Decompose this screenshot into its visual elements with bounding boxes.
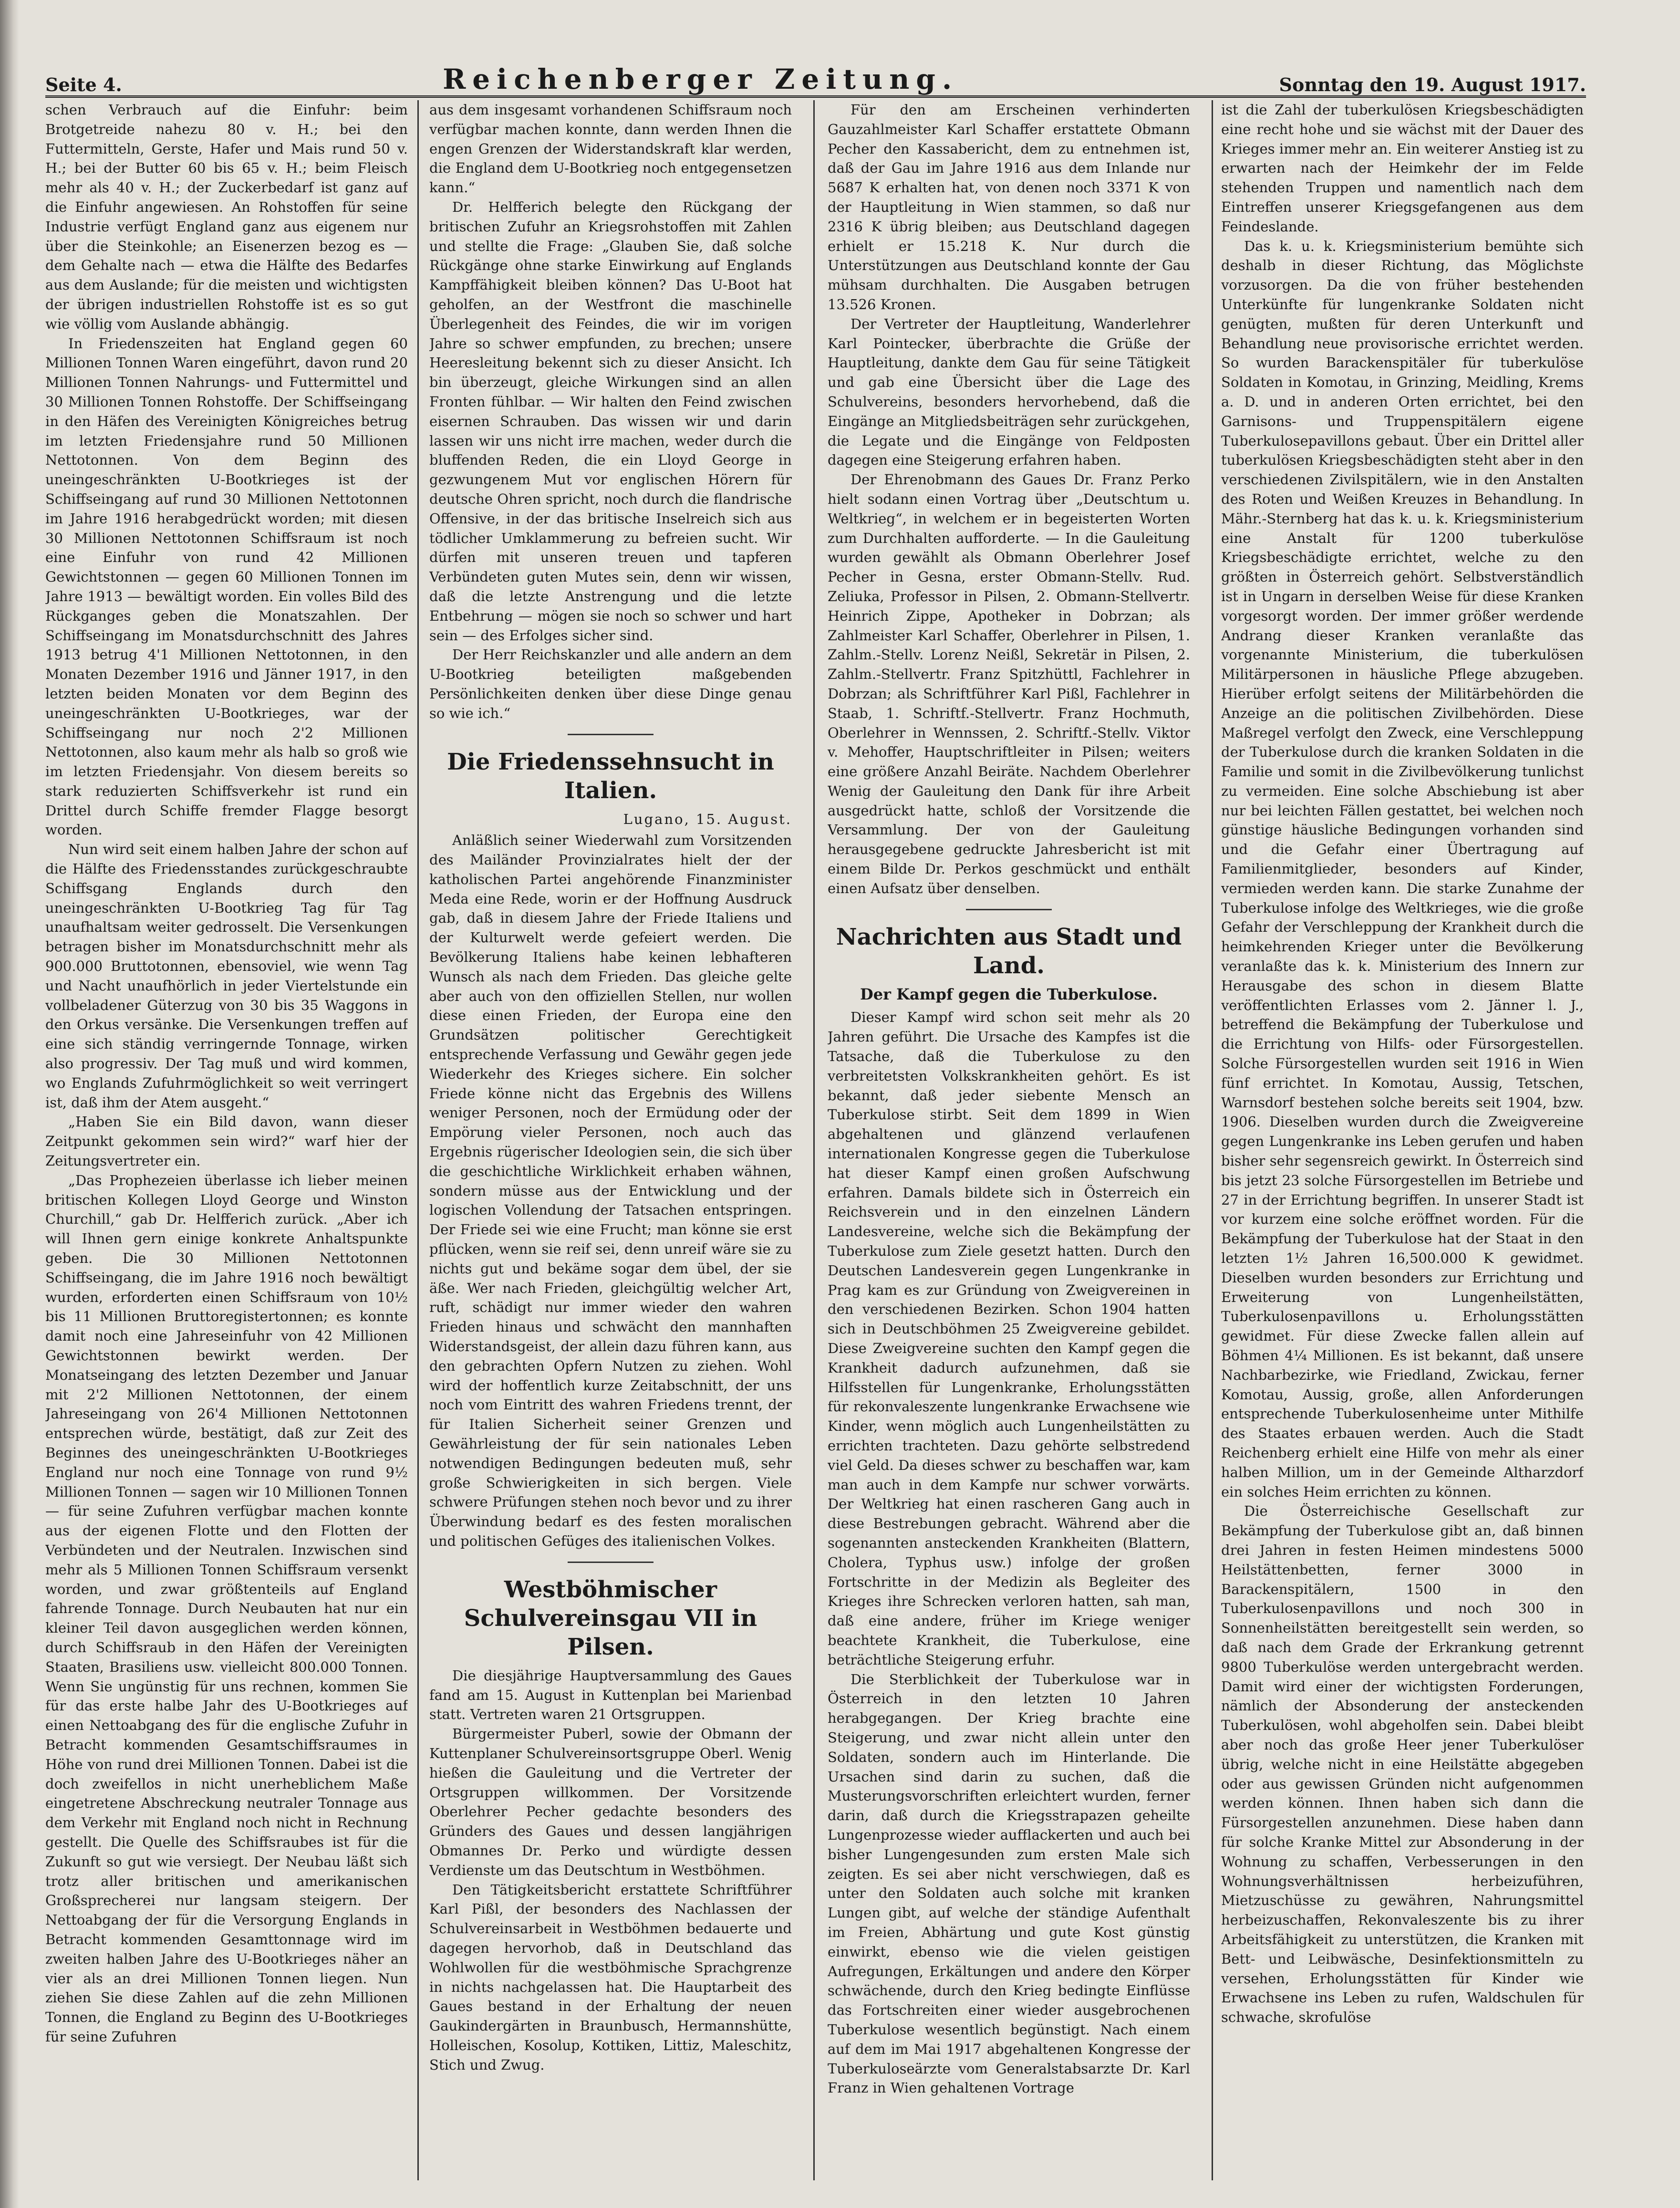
issue-date: Sonntag den 19. August 1917.	[1279, 74, 1586, 95]
newspaper-title: Reichenberger Zeitung.	[443, 63, 959, 95]
paragraph: „Haben Sie ein Bild davon, wann dieser Zeitpunkt gekommen sein wird?“ warf hier der Zeitungsvertreter ein.	[45, 1114, 408, 1169]
column-4	[1221, 100, 1584, 2180]
article-headline: Westböhmischer Schulvereinsgau VII in Pilsen.	[464, 1576, 757, 1660]
column-rule	[813, 100, 815, 2180]
paragraph: Das k. u. k. Kriegsministerium bemühte sich deshalb in dieser Richtung, das Möglichste vorzusorgen. Da die von früher bestehenden Unterkünfte für lungenkranke Soldaten nicht genügten, mußten für deren Unterkunft und Behandlung neue provisorische errichtet werden. So wurden Barackenspitäler für tuberkulöse Soldaten in Komotau, in Grinzing, Meidling, Krems a. D. und in anderen Orten errichtet, bei den Garnisons- und Truppenspitälern eigene Tuberkulosepavillons gebaut. Über ein Drittel aller tuberkulösen Kriegsbeschädigten steht aber in den verschiedenen Zivilspitälern, wie in den Anstalten des Roten und Weißen Kreuzes in Behandlung. In Mähr.-Sternberg hat das k. u. k. Kriegsministerium eine Anstalt für 1200 tuberkulöse Kriegsbeschädigte errichtet, welche zu den größten in Österreich gehört. Selbstverständlich ist in Ungarn in derselben Weise für diese Kranken vorgesorgt worden. Der immer größer werdende Andrang dieser Kranken veranlaßte das vorgenannte Ministerium, die tuberkulösen Militärpersonen in häusliche Pflege abzugeben. Hierüber erfolgt seitens der Militärbehörden die Anzeige an die politischen Zivilbehörden. Diese Maßregel verfolgt den Zweck, eine Verschleppung der Tuberkulose durch die kranken Soldaten in die Familie und somit in die Zivilbevölkerung tunlichst zu vermeiden. Eine solche Abschiebung ist aber nur bei leichten Fällen gestattet, bei welchen noch günstige häusliche Bedingungen vorhanden sind und die Gefahr einer Übertragung auf Familienmitglieder, besonders auf Kinder, vermieden werden kann. Die starke Zunahme der Tuberkulose infolge des Weltkrieges, wie die große Gefahr der Verschleppung der Krankheit durch die heimkehrenden Krieger unter die Bevölkerung veranlaßte das k. k. Ministerium des Innern zur Herausgabe des schon in diesem Blatte veröffentlichten Erlasses vom 2. Jänner l. J., betreffend die Bekämpfung der Tuberkulose und die Errichtung von Hilfs- oder Fürsorgestellen. Solche Fürsorgestellen wurden seit 1916 in Wien fünf errichtet. In Komotau, Aussig, Tetschen, Warnsdorf bestehen solche bereits seit 1904, bzw. 1906. Dieselben wurden durch die Zweigvereine gegen Lungenkranke ins Leben gerufen und haben bisher sehr segensreich gewirkt. In Österreich sind bis jetzt 23 solche Fürsorgestellen im Betriebe und 27 in der Errichtung begriffen. In unserer Stadt ist vor kurzem eine solche eröffnet worden. Für die Bekämpfung der Tuberkulose hat der Staat in den letzten 1½ Jahren 16,500.000 K gewidmet. Dieselben wurden besonders zur Errichtung und Erweiterung von Lungenheilstätten, Tuberkulosenpavillons u. Erholungsstätten gewidmet. Für diese Zwecke fallen allein auf Böhmen 4¼ Millionen. Es ist bekannt, daß unsere Nachbarbezirke, wie Friedland, Zwickau, ferner Komotau, Aussig, große, allen Anforderungen entsprechende Tuberkulosenheime unter Mithilfe des Staates erbauen werden. Auch die Stadt Reichenberg erhielt eine Hilfe von mehr als einer halben Million, um in der Gemeinde Altharzdorf ein solches Heim errichten zu können.	[1221, 238, 1584, 1500]
paragraph: Bürgermeister Puberl, sowie der Obmann der Kuttenplaner Schulvereinsortsgruppe Oberl. Wenig hießen die Gauleitung und die Vertreter der Ortsgruppen willkommen. Der Vorsitzende Oberlehrer Pecher gedachte besonders des Gründers des Gaues und dessen langjährigen Obmannes Dr. Perko und würdigte dessen Verdienste um das Deutschtum in Westböhmen.	[429, 1726, 792, 1878]
column-rule	[417, 100, 419, 2180]
article-headline: Die Friedenssehnsucht in Italien.	[447, 748, 774, 804]
article-subheadline: Der Kampf gegen die Tuberkulose.	[860, 985, 1158, 1003]
article-headline: Nachrichten aus Stadt und Land.	[836, 923, 1182, 979]
paragraph: Die diesjährige Hauptversammlung des Gaues fand am 15. August in Kuttenplan bei Marienbad statt. Vertreten waren 21 Ortsgruppen.	[429, 1667, 792, 1723]
paragraph: Dr. Helfferich belegte den Rückgang der britischen Zufuhr an Kriegsrohstoffen mit Zahlen und stellte die Frage: „Glauben Sie, daß solche Rückgänge ohne starke Einwirkung auf Englands Kampffähigkeit bleiben können? Das U-Boot hat geholfen, an der Westfront die maschinelle Überlegenheit des Feindes, die wir im vorigen Jahre so schwer empfunden, zu brechen; unsere Heeresleitung bekennt sich zu dieser Ansicht. Ich bin überzeugt, gleiche Wirkungen sind an allen Fronten fühlbar. — Wir halten den Feind zwischen eisernen Schrauben. Das wissen wir und darin lassen wir uns nicht irre machen, weder durch die bluffenden Reden, die ein Lloyd George in gezwungenem Mut vor englischen Hörern für deutsche Ohren spricht, noch durch die flandrische Offensive, in der das britische Inselreich sich aus tödlicher Umklammerung zu befreien sucht. Wir dürfen mit unseren treuen und tapferen Verbündeten guten Mutes sein, denn wir wissen, daß die letzte Anstrengung und die letzte Entbehrung — mögen sie noch so schwer und hart sein — des Erfolges sicher sind.	[429, 198, 792, 644]
paragraph: Nun wird seit einem halben Jahre der schon auf die Hälfte des Friedensstandes zurückgeschraubte Schiffsgang Englands durch den uneingeschränkten U-Bootkrieg Tag für Tag unaufhaltsam weiter gedrosselt. Die Versenkungen betragen bisher im Monatsdurchschnitt mehr als 900.000 Bruttotonnen, ebensoviel, wie wenn Tag und Nacht unaufhörlich in jeder Viertelstunde ein vollbeladener Güterzug von 30 bis 35 Waggons in den Orkus versänke. Die Versenkungen treffen auf eine sich ständig verringernde Tonnage, wirken also progressiv. Der Tag muß und wird kommen, wo Englands Zufuhrmöglichkeit so weit verringert ist, daß ihm der Atem ausgeht.“	[45, 841, 408, 1111]
paragraph: Den Tätigkeitsbericht erstattete Schriftführer Karl Pißl, der besonders des Nachlassen der Schulvereinsarbeit in Westböhmen bedauerte und dagegen hervorhob, daß in Deutschland das Wohlwollen für die westböhmische Sprachgrenze in nichts nachgelassen hat. Die Hauptarbeit des Gaues bestand in der Erhaltung der neuen Gaukindergärten in Braunbusch, Hermannshütte, Holleischen, Kosolup, Kottiken, Littiz, Maleschitz, Stich und Zwug.	[429, 1881, 792, 2073]
column-2	[429, 100, 792, 2180]
paragraph: Der Vertreter der Hauptleitung, Wanderlehrer Karl Pointecker, überbrachte die Grüße der Hauptleitung, dankte dem Gau für seine Tätigkeit und gab eine Übersicht über die Lage des Schulvereins, besonders hervorhebend, daß die Eingänge an Mitgliedsbeiträgen sehr zurückgehen, die Legate und die Eingänge von Feldposten dagegen eine Steigerung erfahren haben.	[828, 315, 1190, 469]
article-dateline: Lugano, 15. August.	[623, 811, 792, 827]
paragraph: Der Herr Reichskanzler und alle andern an dem U-Bootkrieg beteiligten maßgebenden Persönlichkeiten denken über diese Dinge genau so wie ich.“	[429, 646, 792, 721]
paragraph: Der Ehrenobmann des Gaues Dr. Franz Perko hielt sodann einen Vortrag über „Deutschtum u. Weltkrieg“, in welchem er in begeisterten Worten zum Durchhalten aufforderte. — In die Gauleitung wurden gewählt als Obmann Oberlehrer Josef Pecher in Gesna, erster Obmann-Stellv. Rud. Zeliuka, Professor in Pilsen, 2. Obmann-Stellvertr. Heinrich Zippe, Apotheker in Dobrzan; als Zahlmeister Karl Schaffer, Oberlehrer in Pilsen, 1. Zahlm.-Stellv. Lorenz Neißl, Sekretär in Pilsen, 2. Zahlm.-Stellvertr. Franz Spitzhüttl, Fachlehrer in Dobrzan; als Schriftführer Karl Pißl, Fachlehrer in Staab, 1. Schriftf.-Stellvertr. Franz Hochmuth, Oberlehrer in Wennssen, 2. Schriftf.-Stellv. Viktor v. Mehoffer, Hauptschriftleiter in Pilsen; weiters eine größere Anzahl Beiräte. Nachdem Oberlehrer Wenig der Gauleitung den Dank für ihre Arbeit ausgedrückt hatte, schloß der Vorsitzende die Versammlung. Der von der Gauleitung herausgegebene gedruckte Jahresbericht ist mit einem Bilde Dr. Perkos geschmückt und enthält einen Aufsatz über denselben.	[828, 471, 1190, 896]
column-1	[45, 100, 408, 2180]
section-divider	[568, 734, 653, 735]
paragraph: schen Verbrauch auf die Einfuhr: beim Brotgetreide nahezu 80 v. H.; bei den Futtermitteln, Gerste, Hafer und Mais rund 50 v. H.; bei der Butter 60 bis 65 v. H.; beim Fleisch mehr als 40 v. H.; der Zuckerbedarf ist ganz auf die Einfuhr angewiesen. An Rohstoffen für seine Industrie verfügt England ganz aus eigenem nur über die Steinkohle; an Eisenerzen bezog es — dem Gehalte nach — etwa die Hälfte des Bedarfes aus dem Auslande; für die meisten und wichtigsten der übrigen industriellen Rohstoffe ist es so gut wie völlig vom Auslande abhängig.	[45, 102, 408, 332]
paragraph: „Das Prophezeien überlasse ich lieber meinen britischen Kollegen Lloyd George und Winston Churchill,“ gab Dr. Helfferich zurück. „Aber ich will Ihnen gern einige konkrete Anhaltspunkte geben. Die 30 Millionen Nettotonnen Schiffseingang, die im Jahre 1916 noch bewältigt wurden, erforderten einen Schiffsraum von 10½ bis 11 Millionen Bruttoregistertonnen; es konnte damit noch eine Jahreseinfuhr von 42 Millionen Gewichtstonnen bewirkt werden. Der Monatseingang des letzten Dezember und Januar mit 2'2 Millionen Nettotonnen, der einem Jahreseingang von 26'4 Millionen Nettotonnen entsprechen würde, bestätigt, daß zur Zeit des Beginnes des uneingeschränkten U-Bootkrieges England nur noch eine Tonnage von rund 9½ Millionen Tonnen — sagen wir 10 Millionen Tonnen — für seine Zufuhren verfügbar machen konnte aus der eigenen Flotte und den Flotten der Verbündeten und der Neutralen. Inzwischen sind mehr als 5 Millionen Tonnen Schiffsraum versenkt worden, und zwar größtenteils auf England fahrende Tonnage. Durch Neubauten hat nur ein kleiner Teil davon ausgeglichen werden können, durch Schiffsraub in den Häfen der Vereinigten Staaten, Brasiliens usw. vielleicht 800.000 Tonnen. Wenn Sie ungünstig für uns rechnen, kommen Sie für das erste halbe Jahr des U-Bootkrieges auf einen Nettoabgang des für die englische Zufuhr in Betracht kommenden Gesamtschiffsraumes in Höhe von rund drei Millionen Tonnen. Dabei ist die doch zweifellos in nicht unerheblichem Maße eingetretene Abschreckung neutraler Tonnage aus dem Verkehr mit England noch nicht in Rechnung gestellt. Die Quelle des Schiffsraubes ist für die Zukunft so gut wie versiegt. Der Neubau läßt sich trotz aller britischen und amerikanischen Großsprecherei nur langsam steigern. Der Nettoabgang der für die Versorgung Englands in Betracht kommenden Gesamttonnage wird im zweiten halben Jahre des U-Bootkrieges näher an vier als an drei Millionen Tonnen liegen. Nun ziehen Sie diese Zahlen auf die zehn Millionen Tonnen, die England zu Beginn des U-Bootkrieges für seine Zufuhren	[45, 1172, 408, 2045]
page-number: Seite 4.	[45, 74, 122, 95]
page-header	[45, 52, 1586, 98]
column-3	[828, 100, 1190, 2180]
paragraph: ist die Zahl der tuberkulösen Kriegsbeschädigten eine recht hohe und sie wächst mit der Dauer des Krieges immer mehr an. Ein weiterer Anstieg ist zu erwarten nach der Heimkehr der im Felde stehenden Truppen und namentlich nach dem Eintreffen unserer Kriegsgefangenen aus dem Feindeslande.	[1221, 102, 1584, 235]
column-rule	[1212, 100, 1213, 2180]
paragraph: Die Österreichische Gesellschaft zur Bekämpfung der Tuberkulose gibt an, daß binnen drei Jahren in festen Heimen mindestens 5000 Heilstättenbetten, ferner 3000 in Barackenspitälern, 1500 in den Tuberkulosenpavillons und noch 300 in Sonnenheilstätten bereitgestellt sein werden, so daß nach dem Grade der Erkrankung getrennt 9800 Tuberkulöse werden untergebracht werden. Damit wird einer der wichtigsten Forderungen, nämlich der Absonderung der ansteckenden Tuberkulösen, wohl abgeholfen sein. Dabei bleibt aber noch das große Heer jener Tuberkulöser übrig, welche nicht in eine Heilstätte abgegeben oder aus gewissen Gründen nicht aufgenommen werden können. Ihnen haben sich dann die Fürsorgestellen anzunehmen. Diese haben dann für solche Kranke Mittel zur Absonderung in der Wohnung zu schaffen, Verbesserungen in den Wohnungsverhältnissen herbeizuführen, Mietzuschüsse zu gewähren, Nahrungsmittel herbeizuschaffen, Rekonvaleszente bis zu ihrer Arbeitsfähigkeit zu unterstützen, die Kranken mit Bett- und Leibwäsche, Desinfektionsmitteln zu versehen, Erholungsstätten für Kinder wie Erwachsene ins Leben zu rufen, Waldschulen für schwache, skrofulöse	[1221, 1503, 1584, 2026]
paragraph: In Friedenszeiten hat England gegen 60 Millionen Tonnen Waren eingeführt, davon rund 20 Millionen Tonnen Nahrungs- und Futtermittel und 30 Millionen Tonnen Rohstoffe. Der Schiffseingang in den Häfen des Vereinigten Königreiches betrug im letzten Friedensjahre rund 50 Millionen Nettotonnen. Von dem Beginn des uneingeschränkten U-Bootkrieges ist der Schiffseingang auf rund 30 Millionen Nettotonnen im Jahre 1916 herabgedrückt worden; mit diesen 30 Millionen Nettotonnen Schiffsraum ist noch eine Einfuhr von rund 42 Millionen Gewichtstonnen — gegen 60 Millionen Tonnen im Jahre 1913 — bewältigt worden. Ein volles Bild des Rückganges geben die Monatszahlen. Der Schiffseingang im Monatsdurchschnitt des Jahres 1913 betrug 4'1 Millionen Nettotonnen, in den Monaten Dezember 1916 und Jänner 1917, in den letzten beiden Monaten vor dem Beginn des uneingeschränkten U-Bootkrieges, war der Schiffseingang nur noch 2'2 Millionen Nettotonnen, also kaum mehr als halb so groß wie im letzten Friedensjahr. Von diesem bereits so stark reduzierten Schiffsverkehr ist rund ein Drittel durch Schiffe fremder Flagge besorgt worden.	[45, 335, 408, 838]
paragraph: Anläßlich seiner Wiederwahl zum Vorsitzenden des Mailänder Provinzialrates hielt der der katholischen Partei angehörende Finanzminister Meda eine Rede, worin er der Hoffnung Ausdruck gab, daß in diesem Jahre der Friede Italiens und der Kulturwelt werde gefeiert werden. Die Bevölkerung Italiens habe keinen lebhafteren Wunsch als nach dem Frieden. Das gleiche gelte aber auch von den offiziellen Stellen, nur wollen diese einen Frieden, der Europa eine den Grundsätzen politischer Gerechtigkeit entsprechende Verfassung und Gewähr gegen jede Wiederkehr des Krieges sichere. Ein solcher Friede könne nicht das Ergebnis des Willens weniger Personen, noch der Ermüdung oder der Empörung vieler Personen, noch auch das Ergebnis rügerischer Ideologien sein, die sich über die geschichtliche Wirklichkeit erhaben wähnen, sondern müsse aus der Entwicklung und der logischen Vollendung der Tatsachen entspringen. Der Friede sei wie eine Frucht; man könne sie erst pflücken, wenn sie reif sei, denn unreif wäre sie zu nichts gut und bekäme sogar dem übel, der sie äße. Wer nach Frieden, gleichgültig welcher Art, ruft, schädigt nur immer wieder den wahren Frieden hinaus und schwächt den mannhaften Widerstandsgeist, der allein dazu führen kann, aus den gebrachten Opfern Nutzen zu ziehen. Wohl wird der hoffentlich kurze Zeitabschnitt, der uns noch vom Eintritt des wahren Friedens trennt, der für Italien Sicherheit seiner Grenzen und Gewährleistung der für sein nationales Leben notwendigen Bedingungen bedeuten muß, sehr große Schwierigkeiten in sich bergen. Viele schwere Prüfungen stehen noch bevor und zu ihrer Überwindung bedarf es des festen moralischen und politischen Gefüges des italienischen Volkes.	[429, 832, 792, 1549]
paragraph: Dieser Kampf wird schon seit mehr als 20 Jahren geführt. Die Ursache des Kampfes ist die Tatsache, daß die Tuberkulose zu den verbreitetsten Volkskrankheiten gehört. Es ist bekannt, daß jeder siebente Mensch an Tuberkulose stirbt. Seit dem 1899 in Wien abgehaltenen und glänzend verlaufenen internationalen Kongresse gegen die Tuberkulose hat dieser Kampf einen großen Aufschwung erfahren. Damals bildete sich in Österreich ein Reichsverein und in den einzelnen Ländern Landesvereine, welche sich die Bekämpfung der Tuberkulose zum Ziele gesetzt hatten. Durch den Deutschen Landesverein gegen Lungenkranke in Prag kam es zur Gründung von Zweigvereinen in den verschiedenen Bezirken. Schon 1904 hatten sich in Deutschböhmen 25 Zweigvereine gebildet. Diese Zweigvereine suchten den Kampf gegen die Krankheit dadurch aufzunehmen, daß sie Hilfsstellen für Lungenkranke, Erholungsstätten für rekonvaleszente lungenkranke Erwachsene wie Kinder, wenn möglich auch Lungenheilstätten zu errichten trachteten. Dazu gehörte selbstredend viel Geld. Da dieses schwer zu beschaffen war, kam man auch in dem Kampfe nur schwer vorwärts. Der Weltkrieg hat einen rascheren Gang auch in diese Bestrebungen gebracht. Während aber die sogenannten ansteckenden Krankheiten (Blattern, Cholera, Typhus usw.) infolge der großen Fortschritte in der Medizin als Begleiter des Krieges ihre Schrecken verloren hatten, sah man, daß eine andere, früher im Kriege weniger beachtete Krankheit, die Tuberkulose, eine beträchtliche Steigerung erfuhr.	[828, 1009, 1190, 1668]
paragraph: Die Sterblichkeit der Tuberkulose war in Österreich in den letzten 10 Jahren herabgegangen. Der Krieg brachte eine Steigerung, und zwar nicht allein unter den Soldaten, sondern auch im Hinterlande. Die Ursachen sind darin zu suchen, daß die Musterungsvorschriften erleichtert wurden, ferner darin, daß durch die Kriegsstrapazen geheilte Lungenprozesse wieder aufflackerten und auch bei bisher Lungengesunden zum ersten Male sich zeigten. Es sei aber nicht verschwiegen, daß es unter den Soldaten auch solche mit kranken Lungen gibt, auf welche der ständige Aufenthalt im Freien, Abhärtung und gute Kost günstig einwirkt, ebenso wie die vielen geistigen Aufregungen, Erkältungen und andere den Körper schwächende, durch den Krieg bedingte Einflüsse das Fortschreiten einer wieder ausgebrochenen Tuberkulose wesentlich begünstigt. Nach einem auf dem im Mai 1917 abgehaltenen Kongresse der Tuberkuloseärzte vom Generalstabsarzte Dr. Karl Franz in Wien gehaltenen Vortrage	[828, 1671, 1190, 2096]
section-divider	[568, 1562, 653, 1563]
paragraph: Für den am Erscheinen verhinderten Gauzahlmeister Karl Schaffer erstattete Obmann Pecher den Kassabericht, dem zu entnehmen ist, daß der Gau im Jahre 1916 aus dem Inlande nur 5687 K erhalten hat, von denen noch 3371 K von der Hauptleitung in Wien stammen, so daß nur 2316 K übrig bleiben; aus Deutschland dagegen erhielt er 15.218 K. Nur durch die Unterstützungen aus Deutschland konnte der Gau mühsam durchhalten. Die Ausgaben betrugen 13.526 Kronen.	[828, 102, 1190, 312]
section-divider	[966, 909, 1052, 910]
paragraph: aus dem insgesamt vorhandenen Schiffsraum noch verfügbar machen konnte, dann werden Ihnen die engen Grenzen der Widerstandskraft klar werden, die England dem U-Bootkrieg noch entgegensetzen kann.“	[429, 102, 792, 196]
